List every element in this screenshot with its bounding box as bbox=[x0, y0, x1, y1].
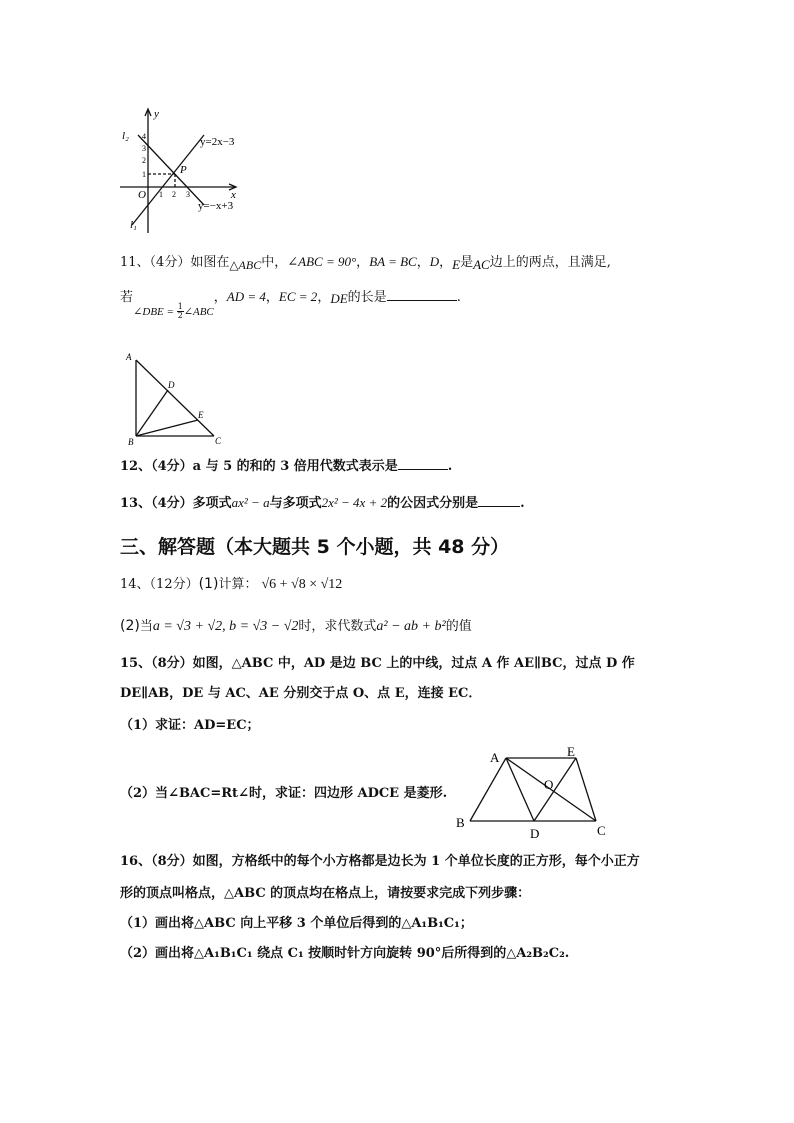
q11-text: 边上的两点，且满足, bbox=[489, 255, 611, 270]
q11-ruo: 若 bbox=[120, 290, 134, 305]
q13-poly2: 2x² − 4x + 2 bbox=[321, 495, 388, 510]
q11-end: . bbox=[456, 290, 461, 305]
q11-text: ， bbox=[439, 255, 453, 270]
x-axis-label: x bbox=[231, 189, 236, 201]
q14-text: 时，求代数式 bbox=[298, 619, 377, 634]
y-tick-4: 4 bbox=[142, 132, 146, 141]
q14-number: 14、（12分） bbox=[120, 577, 199, 592]
q11-answer-blank[interactable] bbox=[387, 286, 457, 301]
fig15-c: C bbox=[597, 823, 606, 838]
q13-poly1: ax² − a bbox=[231, 495, 270, 510]
q11-fraction bbox=[177, 303, 184, 320]
q11-frac-num: 1 bbox=[177, 302, 183, 311]
y-tick-3: 3 bbox=[142, 144, 146, 153]
q11-triangle: △ABC bbox=[229, 258, 262, 272]
q11-number: 11、（4分）如图在 bbox=[120, 255, 230, 270]
l2-label: l₂ bbox=[122, 130, 129, 142]
q11-d: D bbox=[429, 254, 440, 269]
point-p-label: P bbox=[180, 164, 187, 176]
y-tick-2: 2 bbox=[142, 156, 146, 165]
q11-text: ， bbox=[317, 290, 331, 305]
x-tick-3: 3 bbox=[186, 190, 190, 199]
q14-assignment: a = √3 + √2, b = √3 − √2 bbox=[152, 619, 299, 634]
q14-part2-marker: (2) bbox=[120, 618, 140, 634]
q11-text: ， bbox=[213, 290, 227, 305]
q13-end: . bbox=[520, 496, 525, 511]
fig15-b: B bbox=[456, 815, 465, 830]
q11-frac-den: 2 bbox=[177, 311, 183, 320]
q11-e: E bbox=[452, 257, 461, 272]
q14-calc-expression: √6 + √8 × √12 bbox=[261, 577, 343, 592]
question-14-part1 bbox=[120, 574, 342, 595]
question-11-line2 bbox=[120, 289, 461, 332]
question-16-line1: 16、（8分）如图，方格纸中的每个小方格都是边长为 1 个单位长度的正方形，每个小正方 bbox=[120, 854, 640, 869]
fig15-a: A bbox=[490, 750, 500, 765]
q13-text: 13、（4分）多项式 bbox=[120, 496, 232, 511]
fig11-a: A bbox=[126, 352, 132, 362]
q11-text: ， bbox=[416, 255, 430, 270]
fig15-o: O bbox=[544, 777, 554, 792]
q11-ec: EC = 2 bbox=[278, 289, 318, 304]
y-axis-label: y bbox=[154, 108, 159, 120]
q11-text: 中， bbox=[261, 255, 288, 270]
l1-label: l₁ bbox=[130, 219, 137, 231]
q14-text: 当 bbox=[139, 619, 153, 634]
fig15-d: D bbox=[530, 826, 540, 841]
q11-text: ， bbox=[356, 255, 370, 270]
question-15-line2: DE∥AB，DE 与 AC、AE 分别交于点 O、点 E，连接 EC． bbox=[120, 686, 482, 701]
y-tick-1: 1 bbox=[142, 170, 146, 179]
question-15-line1: 15、（8分）如图，△ABC 中，AD 是边 BC 上的中线，过点 A 作 AE∥BC，过点 D 作 bbox=[120, 656, 635, 671]
question-16-line2: 形的顶点叫格点，△ABC 的顶点均在格点上，请按要求完成下列步骤： bbox=[120, 886, 531, 901]
line-graph-figure bbox=[118, 105, 258, 235]
parallelogram-figure bbox=[450, 742, 620, 842]
x-tick-1: 1 bbox=[159, 190, 163, 199]
line1-equation: y=2x−3 bbox=[200, 136, 235, 148]
fig11-d: D bbox=[168, 380, 175, 390]
fig11-c: C bbox=[215, 436, 222, 446]
q11-angle-dbe bbox=[133, 302, 214, 322]
q11-text: 的长是 bbox=[347, 290, 387, 305]
q11-text: 是 bbox=[460, 255, 474, 270]
q14-text: 的值 bbox=[445, 619, 472, 634]
q11-ba-bc: BA = BC bbox=[369, 254, 417, 269]
question-16-part1: （1）画出将△ABC 向上平移 3 个单位后得到的△A₁B₁C₁； bbox=[120, 916, 473, 931]
q11-angle-dbe-pre: ∠DBE = bbox=[133, 306, 177, 318]
q11-ad: AD = 4 bbox=[226, 289, 266, 304]
x-tick-2: 2 bbox=[172, 190, 176, 199]
triangle-abc-figure bbox=[118, 348, 228, 448]
q13-text: 与多项式 bbox=[269, 496, 322, 511]
question-16-part2: （2）画出将△A₁B₁C₁ 绕点 C₁ 按顺时针方向旋转 90°后所得到的△A₂B₂C₂. bbox=[120, 946, 570, 961]
question-14-part2 bbox=[120, 616, 472, 637]
section-3-heading: 三、解答题（本大题共 5 个小题，共 48 分） bbox=[120, 536, 510, 558]
question-13 bbox=[120, 492, 525, 514]
fig11-b: B bbox=[128, 437, 134, 447]
q11-ac: AC bbox=[473, 257, 490, 272]
q11-de: DE bbox=[330, 291, 348, 306]
fig15-e: E bbox=[567, 744, 575, 759]
fig11-e: E bbox=[198, 410, 204, 420]
question-11-line1 bbox=[120, 252, 611, 273]
q11-angle-abc: ∠ABC = 90° bbox=[287, 254, 357, 269]
question-12 bbox=[120, 455, 452, 477]
q14-part1-marker: (1) bbox=[198, 576, 219, 592]
q11-text: ， bbox=[265, 290, 279, 305]
q12-end: . bbox=[447, 459, 453, 474]
q13-text: 的公因式分别是 bbox=[387, 496, 479, 511]
question-15-part1: （1）求证：AD=EC； bbox=[120, 718, 260, 733]
question-15-part2: （2）当∠BAC=Rt∠时，求证：四边形 ADCE 是菱形. bbox=[120, 786, 448, 801]
q13-answer-blank[interactable] bbox=[478, 492, 520, 507]
origin-label: O bbox=[138, 189, 146, 201]
q12-answer-blank[interactable] bbox=[398, 455, 448, 470]
q14-part1-label: 计算： bbox=[218, 577, 258, 592]
q11-angle-abc-ref: ∠ABC bbox=[183, 306, 214, 318]
q14-expression: a² − ab + b² bbox=[376, 619, 446, 634]
q12-text: 12、（4分）a 与 5 的和的 3 倍用代数式表示是 bbox=[120, 459, 398, 474]
line2-equation: y=−x+3 bbox=[198, 200, 234, 212]
